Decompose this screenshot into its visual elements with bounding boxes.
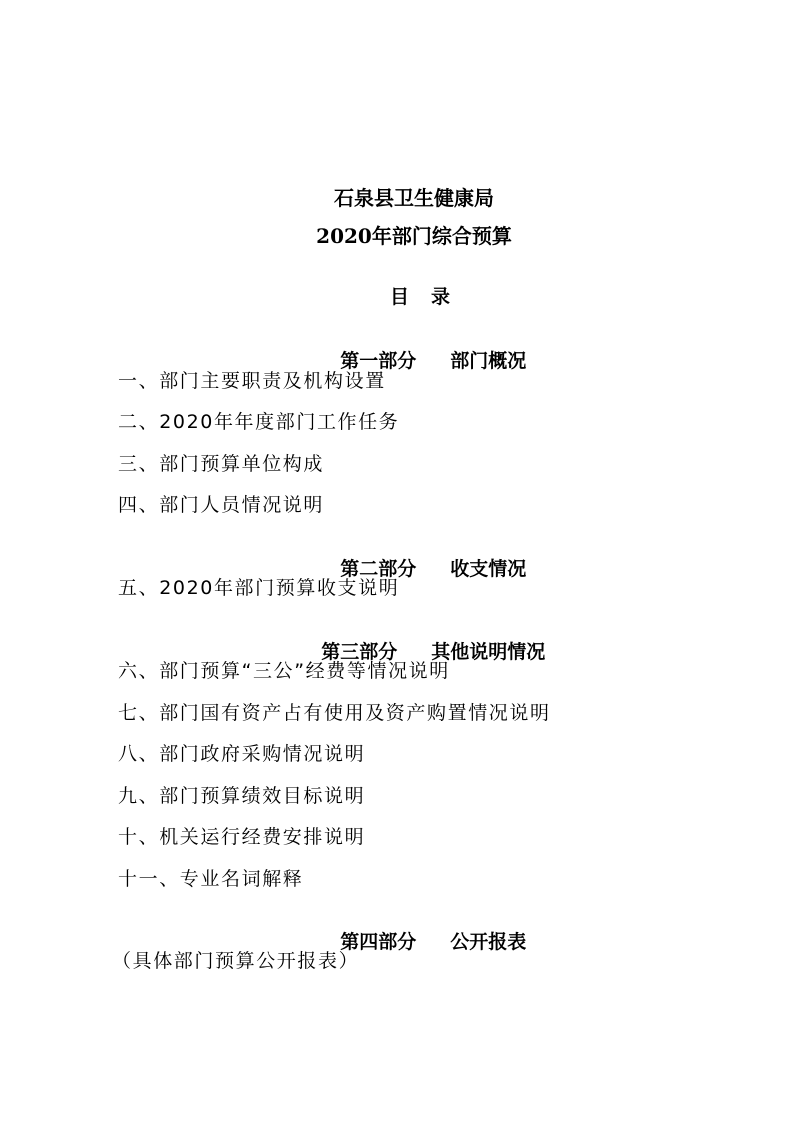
toc-item: （具体部门预算公开报表） — [112, 950, 360, 972]
toc-item: 八、部门政府采购情况说明 — [118, 743, 366, 765]
part-name: 其他说明情况 — [431, 641, 546, 663]
toc-item: 四、部门人员情况说明 — [118, 494, 325, 516]
toc-item: 二、2020年年度部门工作任务 — [118, 411, 400, 433]
toc-item: 六、部门预算“三公”经费等情况说明 — [118, 660, 450, 682]
part-number: 第四部分 — [340, 931, 417, 953]
part-name: 公开报表 — [450, 931, 527, 953]
toc-item: 一、部门主要职责及机构设置 — [118, 370, 386, 392]
toc-item: 十、机关运行经费安排说明 — [118, 826, 366, 848]
part-number: 第三部分 — [321, 641, 398, 663]
part-number: 第一部分 — [340, 350, 417, 372]
org-title: 石泉县卫生健康局 — [334, 186, 494, 210]
part-number: 第二部分 — [340, 558, 417, 580]
part-name: 部门概况 — [450, 350, 527, 372]
toc-item: 七、部门国有资产占有使用及资产购置情况说明 — [118, 702, 551, 724]
document-title: 2020年部门综合预算 — [316, 224, 512, 248]
part-name: 收支情况 — [450, 558, 527, 580]
toc-heading-left: 目 — [389, 286, 409, 308]
toc-item: 五、2020年部门预算收支说明 — [118, 577, 400, 599]
toc-heading — [0, 282, 793, 309]
toc-item: 十一、专业名词解释 — [118, 868, 304, 890]
toc-item: 九、部门预算绩效目标说明 — [118, 785, 366, 807]
toc-item: 三、部门预算单位构成 — [118, 453, 325, 475]
toc-heading-right: 录 — [431, 286, 451, 308]
